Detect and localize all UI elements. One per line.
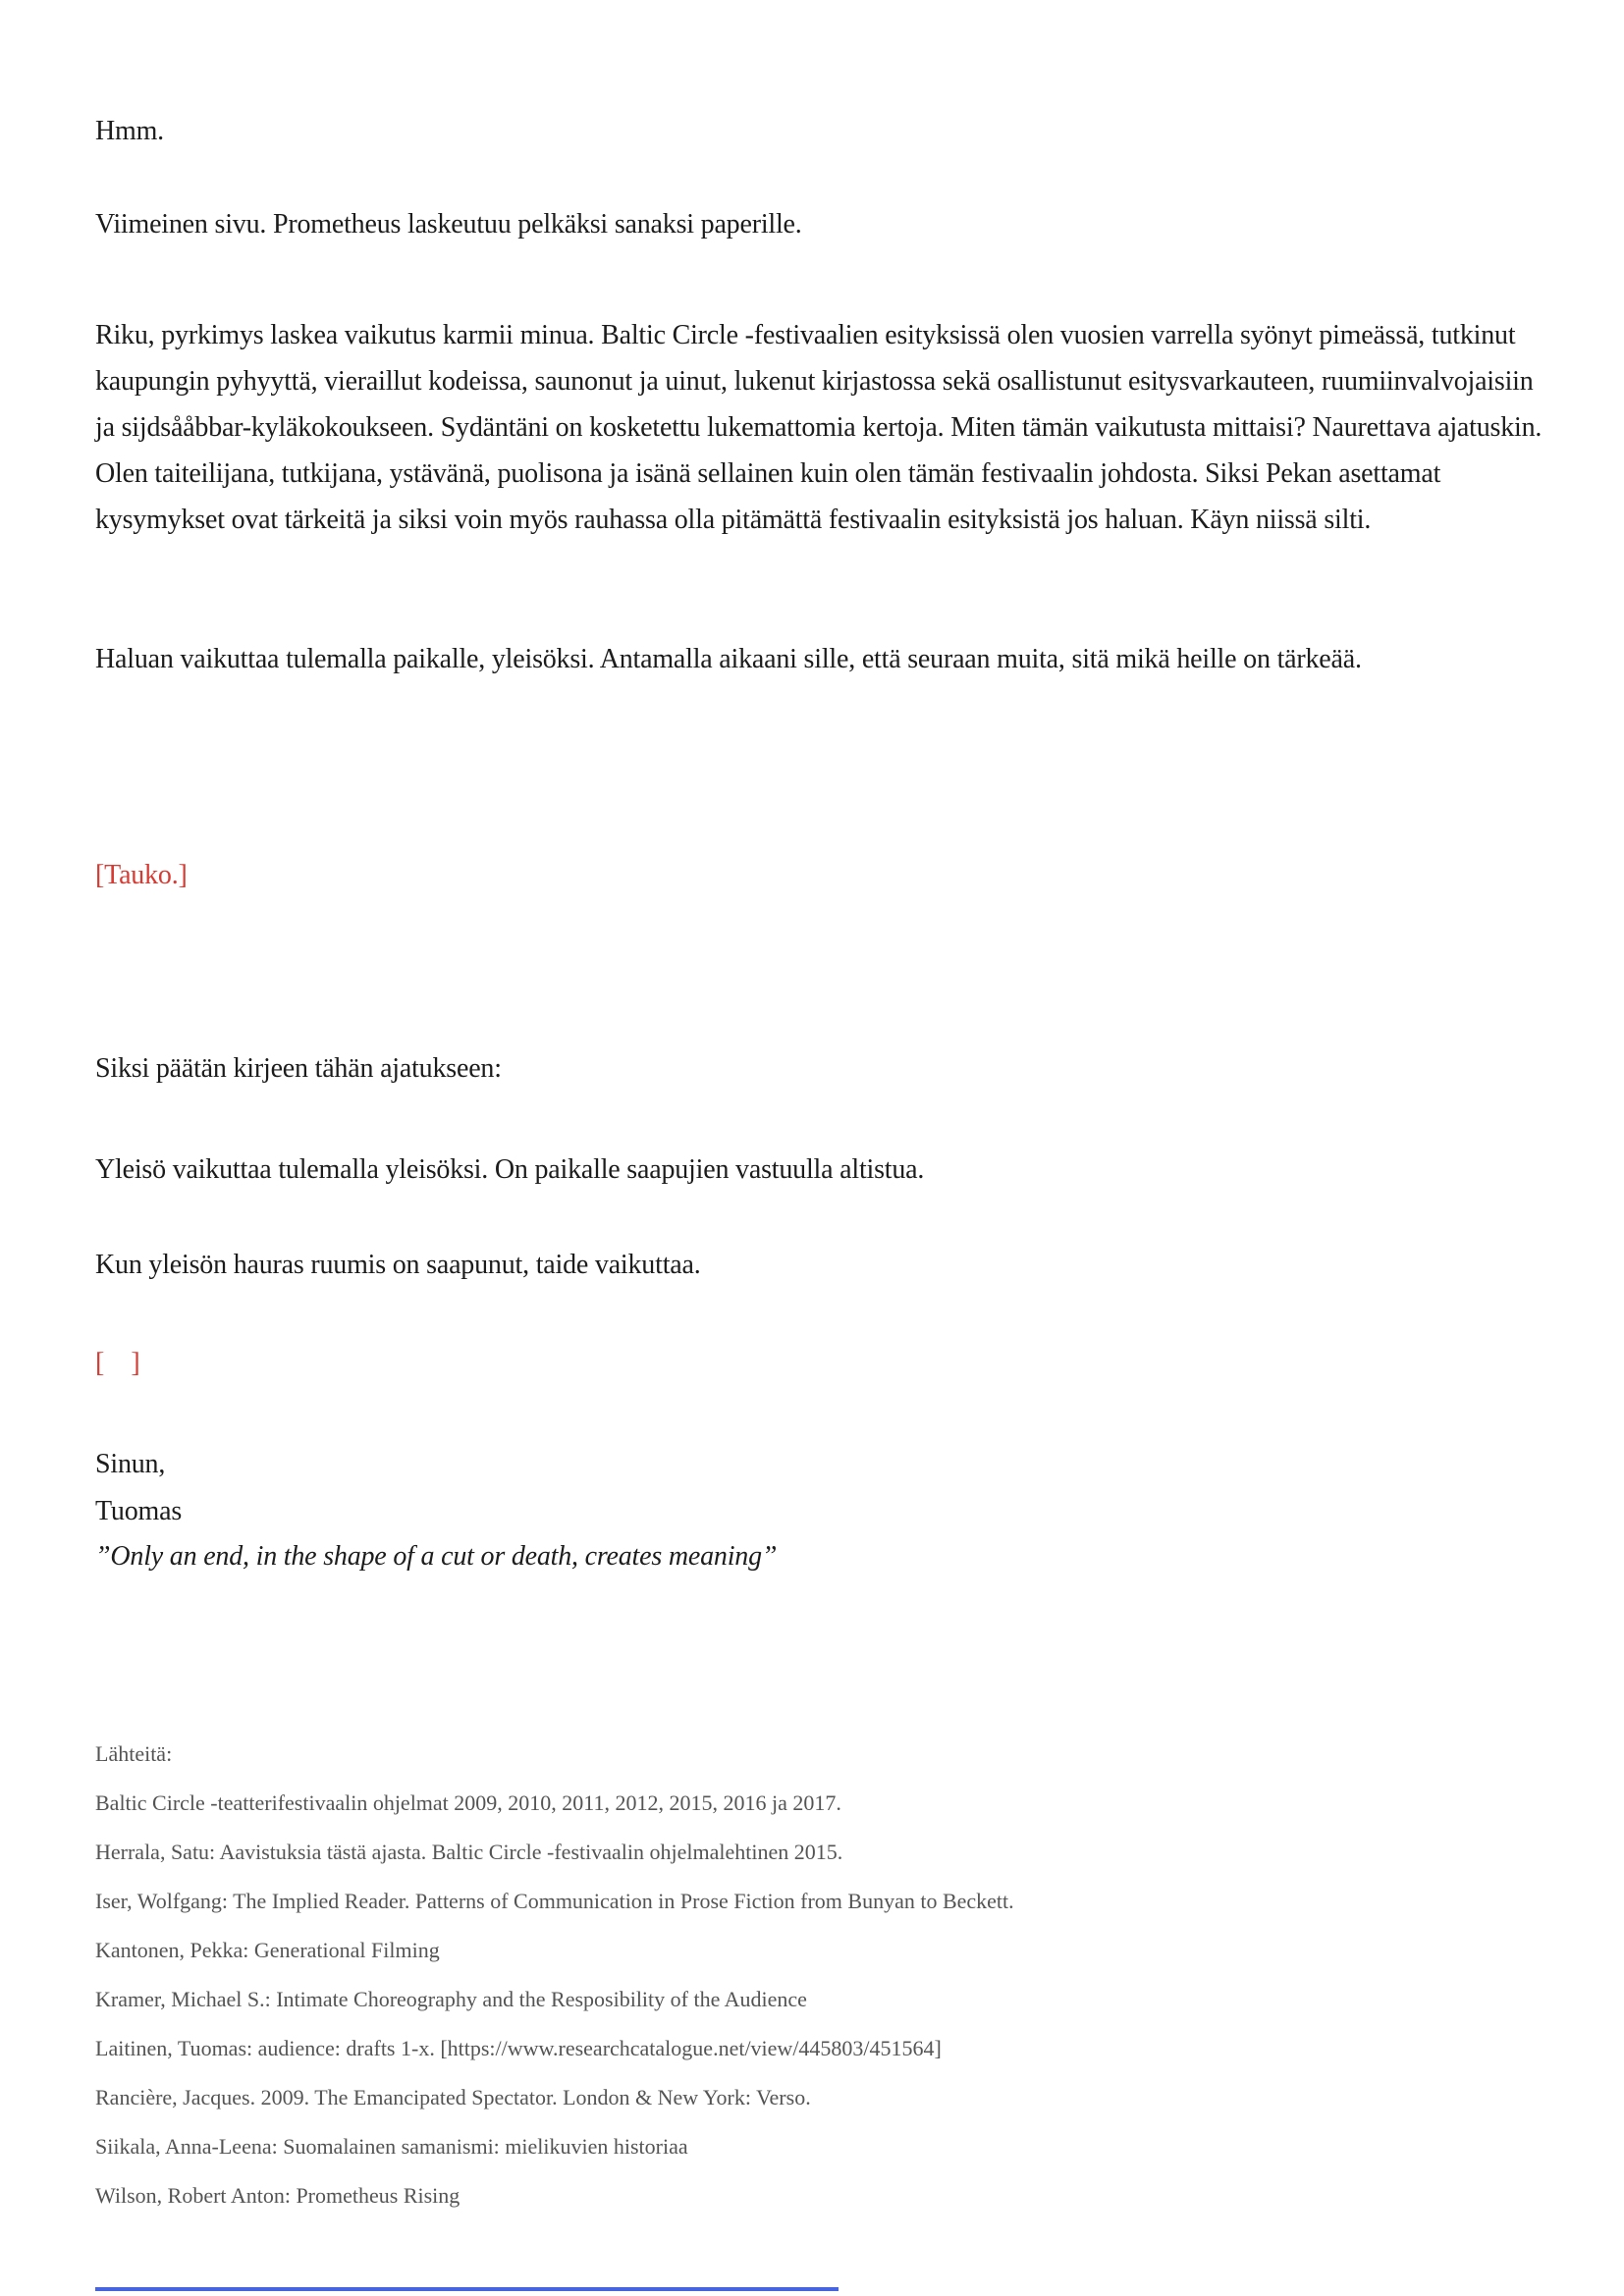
paragraph-siksi: Siksi päätän kirjeen tähän ajatukseen: [95,1053,502,1084]
signoff-tuomas: Tuomas [95,1496,183,1526]
reference-item: Siikala, Anna-Leena: Suomalainen samanismi: mielikuvien historiaa [95,2134,688,2159]
reference-item: Kramer, Michael S.: Intimate Choreography and the Resposibility of the Audience [95,1987,807,2011]
paragraph-last-page: Viimeinen sivu. Prometheus laskeutuu pelkäksi sanaksi paperille. [95,209,802,240]
reference-item: Iser, Wolfgang: The Implied Reader. Patterns of Communication in Prose Fiction from Bunyan to Beckett. [95,1889,1014,1913]
paragraph-kun: Kun yleisön hauras ruumis on saapunut, taide vaikuttaa. [95,1250,701,1280]
paragraph-yleiso: Yleisö vaikuttaa tulemalla yleisöksi. On paikalle saapujien vastuulla altistua. [95,1154,925,1185]
references-heading: Lähteitä: [95,1741,173,1766]
reference-item: Rancière, Jacques. 2009. The Emancipated Spectator. London & New York: Verso. [95,2085,811,2109]
reference-item-with-url: Laitinen, Tuomas: audience: drafts 1-x. [https://www.researchcatalogue.net/view/445803/451564] [95,2036,942,2060]
empty-bracket-marker: [ ] [95,1348,140,1378]
reference-item: Kantonen, Pekka: Generational Filming [95,1938,440,1962]
reference-item: Wilson, Robert Anton: Prometheus Rising [95,2183,460,2208]
reference-item: Baltic Circle -teatterifestivaalin ohjelmat 2009, 2010, 2011, 2012, 2015, 2016 ja 2017. [95,1790,841,1815]
signoff-sinun: Sinun, [95,1449,166,1479]
pause-marker: [Tauko.] [95,860,188,890]
paragraph-hmm: Hmm. [95,116,164,146]
paragraph-riku: Riku, pyrkimys laskea vaikutus karmii minua. Baltic Circle -festivaalien esityksissä olen vuosien varrella syönyt pimeässä, tutkinut kaupungin pyhyyttä, vieraillut kodeissa, saunonut ja uinut, lukenut kirjastossa sekä osallistunut esitysvarkauteen, ruumiinvalvojaisiin ja sijdsååbbar-kyläkokoukseen. Sydäntäni on kosketettu lukemattomia kertoja. Miten tämän vaikutusta mittaisi? Naurettava ajatuskin. Olen taiteilijana, tutkijana, ystävänä, puolisona ja isänä sellainen kuin olen tämän festivaalin johdosta. Siksi Pekan asettamat kysymykset ovat tärkeitä ja siksi voin myös rauhassa olla pitämättä festivaalin esityksistä jos haluan. Käyn niissä silti. [95,320,1548,535]
paragraph-haluan: Haluan vaikuttaa tulemalla paikalle, yleisöksi. Antamalla aikaani sille, että seuraan muita, sitä mikä heille on tärkeää. [95,644,1362,674]
closing-quote: ”Only an end, in the shape of a cut or death, creates meaning” [95,1541,778,1572]
bottom-link-rule [95,2287,839,2291]
reference-item: Herrala, Satu: Aavistuksia tästä ajasta. Baltic Circle -festivaalin ohjelmalehtinen 2015. [95,1840,843,1864]
